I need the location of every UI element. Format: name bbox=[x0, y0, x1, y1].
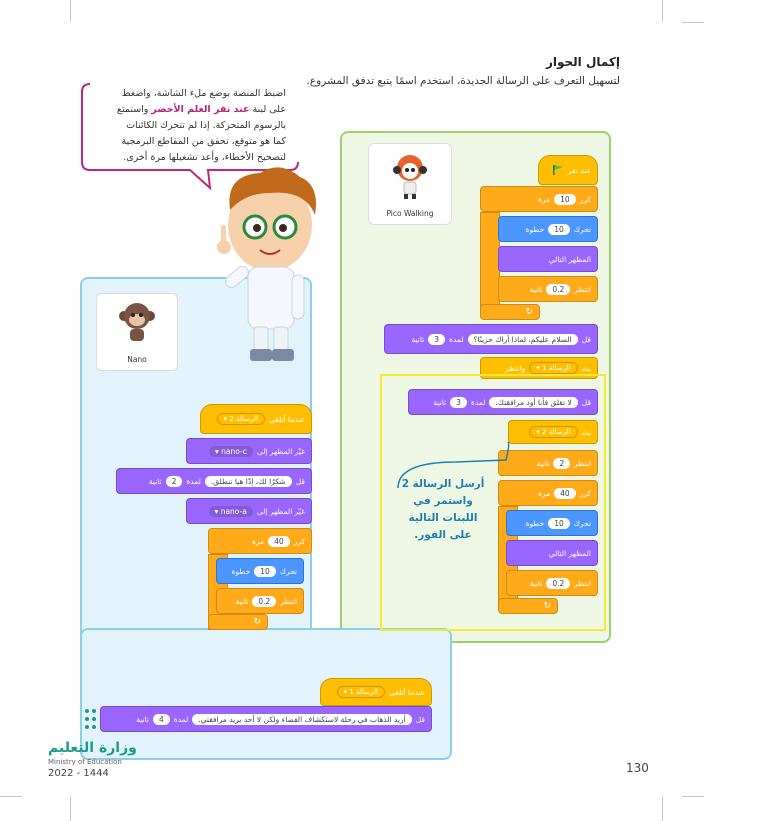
section-heading: إكمال الحوار bbox=[545, 55, 620, 69]
costume-dropdown[interactable]: nano-a ▾ bbox=[209, 506, 253, 517]
dropdown-value: nano-a bbox=[220, 506, 247, 516]
block-label: انتظر bbox=[574, 284, 591, 294]
block-label: انتظر bbox=[574, 578, 591, 588]
block-label: انتظر bbox=[280, 596, 297, 606]
block-label: كرر bbox=[579, 194, 591, 204]
annotation-note: أرسل الرسالة 2 واستمر في اللبنات التالية على الفور. bbox=[401, 478, 485, 541]
message-dropdown[interactable]: الرسالة 2 ▾ bbox=[529, 426, 577, 438]
bubble-text: اضبط المنصة بوضع ملء الشاشة، واضغط على لبنة عند نقر العلم الأخضر واستمتع بالرسوم المتحركة. إذا لم تتحرك الكائنات كما هو متوقع، تحقق من المقاطع البرمجية لتصحيح الأخطاء، وأعد تشغيلها مرة أخرى. bbox=[116, 88, 286, 163]
broadcast-block[interactable] bbox=[508, 420, 598, 444]
block-label: خطوة bbox=[231, 566, 251, 576]
costume-dropdown[interactable]: nano-c ▾ bbox=[209, 446, 253, 457]
block-label: قل bbox=[415, 714, 425, 724]
block-label: تحرك bbox=[279, 566, 297, 576]
block-label: لمدة bbox=[449, 334, 464, 344]
steps-input[interactable]: 10 bbox=[548, 224, 570, 235]
wait-block[interactable] bbox=[506, 570, 598, 596]
move-steps-block[interactable] bbox=[498, 216, 598, 242]
block-label: مرة bbox=[538, 194, 551, 204]
ministry-logo-english: Ministry of Education bbox=[48, 758, 122, 766]
block-label: ثانية bbox=[529, 284, 543, 294]
repeat-block-arm bbox=[480, 212, 500, 316]
block-label: ثانية bbox=[411, 334, 425, 344]
block-label: ثانية bbox=[235, 596, 249, 606]
say-text-input[interactable]: شكرًا لك، إذًا هيا ننطلق. bbox=[205, 476, 292, 487]
dropdown-value: الرسالة 1 bbox=[349, 688, 378, 696]
loop-arrow-icon: ↻ bbox=[543, 601, 551, 611]
wait-block[interactable] bbox=[216, 588, 304, 614]
block-label: ثانية bbox=[529, 578, 543, 588]
move-steps-block[interactable] bbox=[506, 510, 598, 536]
block-label: قل bbox=[295, 476, 305, 486]
say-seconds-input[interactable]: 3 bbox=[450, 397, 467, 408]
block-label: لمدة bbox=[186, 476, 201, 486]
grip-dots-icon bbox=[84, 708, 98, 730]
repeat-count-input[interactable]: 40 bbox=[268, 536, 290, 547]
block-label: خطوة bbox=[525, 518, 545, 528]
block-label: بث bbox=[581, 427, 591, 437]
nano-monkey-icon bbox=[119, 300, 155, 346]
block-label: المظهر التالي bbox=[548, 548, 591, 558]
crop-mark bbox=[662, 796, 663, 821]
repeat-block-end bbox=[208, 614, 268, 630]
block-label: تحرك bbox=[573, 518, 591, 528]
block-label: بث bbox=[581, 363, 591, 373]
crop-mark bbox=[682, 22, 704, 23]
block-label: مرة bbox=[252, 536, 265, 546]
say-seconds-input[interactable]: 4 bbox=[153, 714, 170, 725]
crop-mark bbox=[662, 0, 663, 22]
wait-block[interactable] bbox=[498, 450, 598, 476]
block-label: ثانية bbox=[433, 397, 447, 407]
steps-input[interactable]: 10 bbox=[254, 566, 276, 577]
pico-robot-icon bbox=[393, 152, 427, 200]
switch-costume-block[interactable] bbox=[186, 438, 312, 464]
dropdown-value: nano-c bbox=[221, 446, 247, 456]
repeat-block[interactable] bbox=[208, 528, 312, 554]
crop-mark bbox=[70, 0, 71, 22]
wait-seconds-input[interactable]: 2 bbox=[553, 458, 570, 469]
say-for-secs-block[interactable] bbox=[116, 468, 312, 494]
block-label: عندما أتلقى bbox=[388, 687, 425, 697]
block-label: قل bbox=[581, 334, 591, 344]
block-label: المظهر التالي bbox=[548, 254, 591, 264]
when-i-receive-block[interactable] bbox=[320, 678, 432, 706]
block-label: وانتظر bbox=[504, 363, 526, 373]
green-flag-icon bbox=[552, 164, 564, 176]
dropdown-value: الرسالة 1 bbox=[542, 364, 571, 372]
sprite-name-pico: Pico Walking bbox=[386, 209, 434, 218]
block-label: ثانية bbox=[136, 714, 150, 724]
say-for-secs-block[interactable] bbox=[408, 389, 598, 415]
sprite-card-nano[interactable] bbox=[96, 293, 178, 371]
dropdown-value: الرسالة 2 bbox=[542, 428, 571, 436]
when-i-receive-block[interactable] bbox=[200, 404, 312, 434]
wait-block[interactable] bbox=[498, 276, 598, 302]
next-costume-block[interactable] bbox=[506, 540, 598, 566]
block-label: مرة bbox=[538, 488, 551, 498]
block-label: ثانية bbox=[148, 476, 162, 486]
block-label: ثانية bbox=[536, 458, 550, 468]
say-text-input[interactable]: لا تقلق فأنا أود مرافقتك. bbox=[489, 397, 577, 408]
block-label: قل bbox=[581, 397, 591, 407]
loop-arrow-icon: ↻ bbox=[525, 307, 533, 317]
say-text-input[interactable]: أريد الذهاب في رحلة لاستكشاف الفضاء ولكن لا أحد يريد مرافقتي. bbox=[192, 714, 411, 725]
dropdown-value: الرسالة 2 bbox=[229, 415, 258, 423]
repeat-block[interactable] bbox=[480, 186, 598, 212]
section-subheading: لتسهيل التعرف على الرسالة الجديدة، استخدم اسمًا يتبع تدفق المشروع. bbox=[306, 75, 620, 87]
block-label: لمدة bbox=[173, 714, 189, 724]
block-label: عندما أتلقى bbox=[268, 414, 305, 424]
repeat-count-input[interactable]: 10 bbox=[554, 194, 576, 205]
repeat-block-end bbox=[480, 304, 540, 320]
next-costume-block[interactable] bbox=[498, 246, 598, 272]
crop-mark bbox=[682, 796, 704, 797]
sprite-name-nano: Nano bbox=[127, 355, 147, 364]
message-dropdown[interactable]: الرسالة 1 ▾ bbox=[529, 362, 577, 374]
crop-mark bbox=[70, 796, 71, 821]
block-label: عند نقر bbox=[567, 165, 591, 175]
say-for-secs-block[interactable] bbox=[384, 324, 598, 354]
block-label: لمدة bbox=[470, 397, 486, 407]
wait-seconds-input[interactable]: 0.2 bbox=[252, 596, 276, 607]
switch-costume-block[interactable] bbox=[186, 498, 312, 524]
boy-character-illustration bbox=[210, 155, 340, 370]
block-label: كرر bbox=[579, 488, 591, 498]
steps-input[interactable]: 10 bbox=[548, 518, 570, 529]
message-dropdown[interactable]: الرسالة 2 ▾ bbox=[217, 413, 265, 425]
wait-seconds-input[interactable]: 0.2 bbox=[546, 578, 570, 589]
repeat-block-end bbox=[498, 598, 558, 614]
block-label: كرر bbox=[293, 536, 305, 546]
block-label: خطوة bbox=[525, 224, 545, 234]
message-dropdown[interactable]: الرسالة 1 ▾ bbox=[337, 686, 385, 698]
block-label: غيّر المظهر إلى bbox=[256, 446, 305, 456]
crop-mark bbox=[0, 796, 22, 797]
say-seconds-input[interactable]: 3 bbox=[428, 334, 445, 345]
when-flag-clicked-block[interactable] bbox=[538, 155, 598, 185]
block-label: غيّر المظهر إلى bbox=[256, 506, 305, 516]
repeat-block[interactable] bbox=[498, 480, 598, 506]
sprite-card-pico[interactable] bbox=[368, 143, 452, 225]
edition-year: 2022 - 1444 bbox=[48, 768, 109, 779]
move-steps-block[interactable] bbox=[216, 558, 304, 584]
say-for-secs-block[interactable] bbox=[100, 706, 432, 732]
say-text-input[interactable]: السلام عليكم، لماذا أراك حزينًا؟ bbox=[468, 334, 578, 345]
repeat-count-input[interactable]: 40 bbox=[554, 488, 576, 499]
ministry-logo-arabic: وزارة التعليم bbox=[48, 740, 137, 756]
loop-arrow-icon: ↻ bbox=[253, 617, 261, 627]
block-label: انتظر bbox=[574, 458, 591, 468]
block-label: تحرك bbox=[573, 224, 591, 234]
page-number: 130 bbox=[626, 761, 649, 775]
say-seconds-input[interactable]: 2 bbox=[166, 476, 183, 487]
wait-seconds-input[interactable]: 0.2 bbox=[546, 284, 570, 295]
